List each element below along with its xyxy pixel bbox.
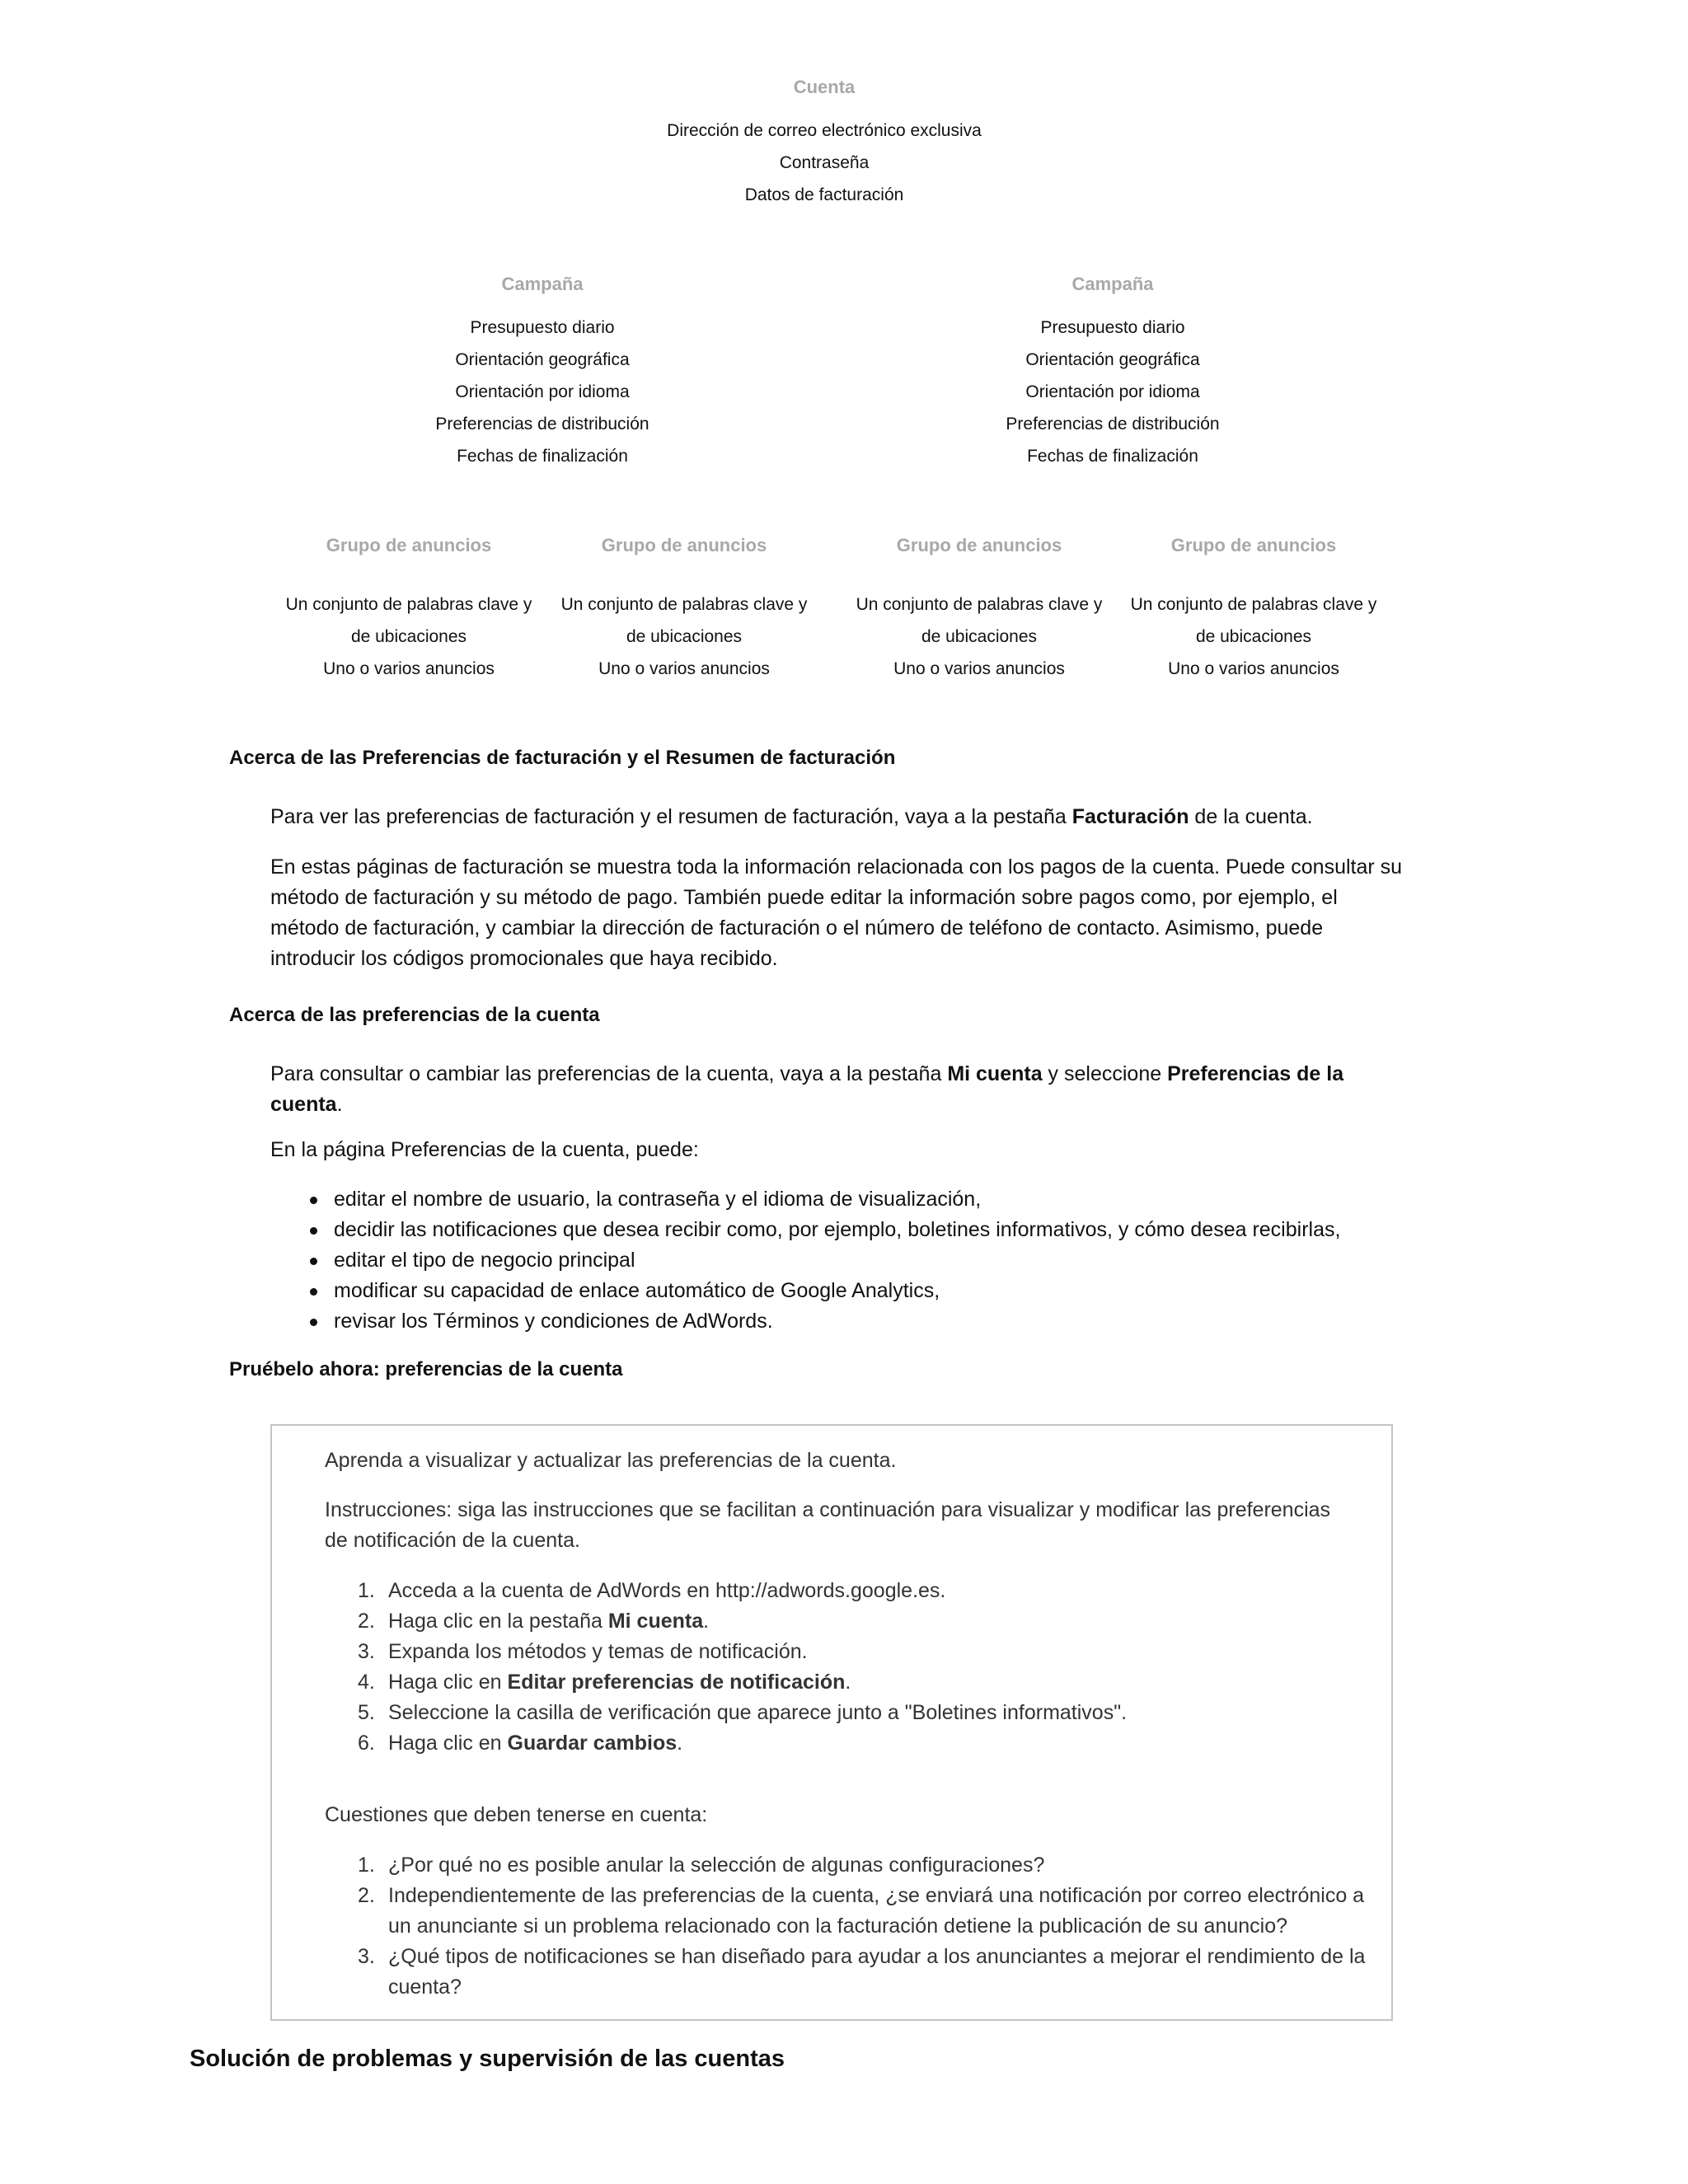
campaign-item: Preferencias de distribución (435, 415, 649, 434)
ad-group-item: Un conjunto de palabras clave y (856, 595, 1103, 614)
campaign-box-1 (377, 268, 707, 472)
ad-group-item: Un conjunto de palabras clave y (1130, 595, 1377, 614)
try-it-box (270, 1424, 1393, 2021)
billing-p1-text-end: de la cuenta. (1189, 805, 1313, 828)
account-box-title: Cuenta (793, 77, 856, 97)
account-prefs-paragraph-2: En la página Preferencias de la cuenta, puede: (270, 1138, 699, 1161)
campaign-item: Preferencias de distribución (1006, 415, 1220, 434)
try-it-steps (325, 1576, 1377, 1759)
account-prefs-p1-text: Para consultar o cambiar las preferencias de la cuenta, vaya a la pestaña (270, 1062, 948, 1085)
try-it-intro: Aprenda a visualizar y actualizar las preferencias de la cuenta. (325, 1449, 897, 1472)
list-item: 5. Seleccione la casilla de verificación que aparece junto a "Boletines informativos". (358, 1701, 1128, 1724)
campaign-item: Fechas de finalización (457, 447, 628, 466)
ad-group-item: de ubicaciones (350, 627, 467, 646)
ad-group-item: Un conjunto de palabras clave y (560, 595, 808, 614)
ad-group-box-title: Grupo de anuncios (601, 535, 767, 555)
account-prefs-heading: Acerca de las preferencias de la cuenta (229, 1004, 600, 1026)
list-item: 3. Expanda los métodos y temas de notificación. (358, 1640, 808, 1663)
ad-group-item: Uno o varios anuncios (1168, 659, 1339, 678)
campaign-item: Orientación por idioma (1025, 382, 1200, 401)
campaign-item: Presupuesto diario (470, 318, 615, 337)
my-account-tab-name: Mi cuenta (947, 1062, 1043, 1085)
account-prefs-option-name: Preferencias de la cuenta (270, 1062, 1344, 1116)
ad-group-item: Un conjunto de palabras clave y (285, 595, 532, 614)
ad-group-box-4 (1122, 529, 1386, 685)
billing-tab-name: Facturación (1071, 805, 1189, 828)
list-item: 2. Haga clic en la pestaña Mi cuenta. (358, 1610, 710, 1633)
list-item: editar el nombre de usuario, la contraseña y el idioma de visualización, (334, 1184, 1570, 1215)
billing-paragraph-2: En estas páginas de facturación se muestra toda la información relacionada con los pagos de la cuenta. Puede consultar su método de facturación y su método de pago. También puede editar la información sobre pagos como, por ejemplo, el método de facturación, y cambiar la dirección de facturación o el número de teléfono de contacto. Asimismo, puede introducir los códigos promocionales que haya recibido. (270, 855, 1403, 970)
list-item: 6. Haga clic en Guardar cambios. (358, 1732, 683, 1755)
account-prefs-p1-end: . (336, 1093, 343, 1116)
campaign-item: Orientación geográfica (1025, 350, 1200, 369)
try-it-questions-label: Cuestiones que deben tenerse en cuenta: (325, 1803, 708, 1826)
list-item: 3. ¿Qué tipos de notificaciones se han diseñado para ayudar a los anunciantes a mejorar el rendimiento de la cuenta? (358, 1945, 1366, 1999)
campaign-box-title: Campaña (501, 274, 584, 294)
account-item: Dirección de correo electrónico exclusiva (667, 121, 982, 140)
list-item: decidir las notificaciones que desea recibir como, por ejemplo, boletines informativos, y cómo desea recibirlas, (334, 1215, 1570, 1245)
ad-group-box-title: Grupo de anuncios (896, 535, 1062, 555)
ad-group-item: de ubicaciones (921, 627, 1038, 646)
ad-group-box-title: Grupo de anuncios (1170, 535, 1337, 555)
campaign-item: Presupuesto diario (1040, 318, 1185, 337)
ad-group-item: Uno o varios anuncios (598, 659, 770, 678)
billing-p1-text: Para ver las preferencias de facturación y el resumen de facturación, vaya a la pestaña (270, 805, 1072, 828)
list-item: modificar su capacidad de enlace automático de Google Analytics, (334, 1276, 1570, 1306)
try-it-instructions: Instrucciones: siga las instrucciones que se facilitan a continuación para visualizar y modificar las preferencias de notificación de la cuenta. (325, 1498, 1331, 1552)
ad-group-item: de ubicaciones (1195, 627, 1312, 646)
ad-group-item: de ubicaciones (626, 627, 743, 646)
ad-group-box-1 (277, 529, 541, 685)
billing-heading: Acerca de las Preferencias de facturación y el Resumen de facturación (229, 747, 896, 769)
ad-group-box-2 (552, 529, 816, 685)
account-item: Datos de facturación (744, 185, 904, 204)
account-item: Contraseña (779, 153, 870, 172)
campaign-item: Orientación por idioma (455, 382, 630, 401)
list-item: 2. Independientemente de las preferencias de la cuenta, ¿se enviará una notificación por correo electrónico a un anunciante si un problema relacionado con la facturación detiene la publicación de su anuncio? (358, 1884, 1365, 1938)
ad-group-item: Uno o varios anuncios (323, 659, 495, 678)
billing-paragraph-1 (270, 802, 1408, 832)
list-item: editar el tipo de negocio principal (334, 1245, 1570, 1276)
list-item: 4. Haga clic en Editar preferencias de notificación. (358, 1671, 851, 1694)
try-it-heading: Pruébelo ahora: preferencias de la cuenta (229, 1358, 623, 1380)
list-item: 1. Acceda a la cuenta de AdWords en http://adwords.google.es. (358, 1579, 946, 1602)
ad-group-item: Uno o varios anuncios (893, 659, 1065, 678)
campaign-item: Orientación geográfica (455, 350, 630, 369)
list-item: revisar los Términos y condiciones de AdWords. (334, 1306, 1570, 1337)
account-prefs-p1-middle: y seleccione (1042, 1062, 1168, 1085)
list-item: 1. ¿Por qué no es posible anular la selección de algunas configuraciones? (358, 1854, 1045, 1877)
ad-group-box-title: Grupo de anuncios (326, 535, 492, 555)
campaign-item: Fechas de finalización (1027, 447, 1198, 466)
troubleshooting-heading: Solución de problemas y supervisión de las cuentas (190, 2046, 785, 2072)
ad-group-box-3 (847, 529, 1111, 685)
account-prefs-paragraph-1 (270, 1059, 1408, 1120)
campaign-box-2 (948, 268, 1278, 472)
try-it-questions (325, 1850, 1377, 2003)
account-prefs-list (270, 1184, 1570, 1337)
campaign-box-title: Campaña (1071, 274, 1154, 294)
account-box (577, 71, 1071, 211)
